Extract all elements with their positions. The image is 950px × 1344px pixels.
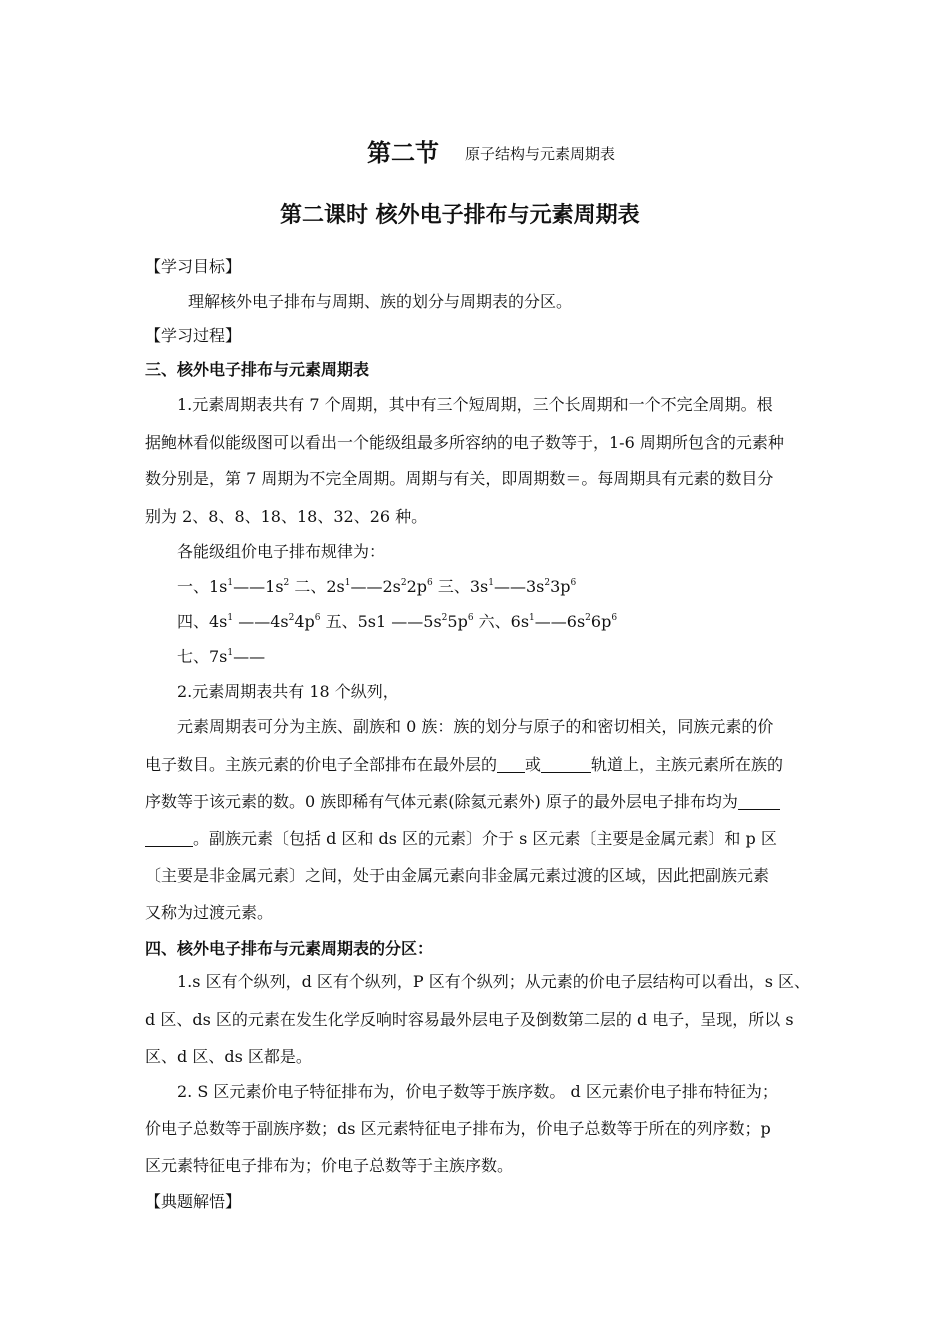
part3-p3-line1: 元素周期表可分为主族、副族和 0 族：族的划分与原子的和密切相关，同族元素的价 [177, 717, 774, 736]
part3-p1-line3: 数分别是，第 7 周期为不完全周期。周期与有关，即周期数＝。每周期具有元素的数目分 [145, 469, 774, 488]
part3-heading: 三、核外电子排布与元素周期表 [145, 360, 370, 379]
section-title-text: 第二节 [367, 139, 439, 167]
rule-intro: 各能级组价电子排布规律为： [177, 542, 386, 561]
section-subtitle: 原子结构与元素周期表 [465, 145, 616, 163]
part3-p3-line6: 又称为过渡元素。 [145, 903, 274, 922]
fill-blank[interactable] [497, 756, 525, 773]
fill-blank[interactable] [541, 756, 591, 773]
part3-p2: 2.元素周期表共有 18 个纵列， [177, 682, 399, 701]
objectives-text: 理解核外电子排布与周期、族的划分与周期表的分区。 [188, 292, 573, 311]
part4-p1-line1: 1.s 区有个纵列，d 区有个纵列，P 区有个纵列；从元素的价电子层结构可以看出，s 区、 [177, 972, 811, 991]
part3-p3-line2: 电子数目。主族元素的价电子全部排布在最外层的 或 轨道上，主族元素所在族的 [145, 755, 784, 774]
part4-p2-line3: 区元素特征电子排布为；价电子总数等于主族序数。 [145, 1156, 514, 1175]
examples-heading: 【典题解悟】 [145, 1192, 242, 1211]
part3-p3-line5: 〔主要是非金属元素〕之间，处于由金属元素向非金属元素过渡的区域，因此把副族元素 [145, 866, 770, 885]
part3-p1-line4: 别为 2、8、8、18、18、32、26 种。 [145, 507, 428, 526]
part3-p1-line2: 据鲍林看似能级图可以看出一个能级组最多所容纳的电子数等于，1-6 周期所包含的元素种 [145, 433, 784, 452]
part4-p1-line3: 区、d 区、ds 区都是。 [145, 1047, 312, 1066]
part3-p3-line3: 序数等于该元素的数。0 族即稀有气体元素(除氦元素外) 原子的最外层电子排布均为 [145, 792, 780, 812]
part3-p3-line4: 。副族元素〔包括 d 区和 ds 区的元素〕介于 s 区元素〔主要是金属元素〕和 p 区 [145, 829, 777, 849]
rule-line-3: 七、$7s^1——$ [177, 647, 266, 666]
section-title [367, 138, 615, 169]
part4-heading: 四、核外电子排布与元素周期表的分区： [145, 939, 434, 958]
part3-p1-line1: 1.元素周期表共有 7 个周期，其中有三个短周期，三个长周期和一个不完全周期。根 [177, 395, 773, 414]
fill-blank[interactable] [145, 830, 193, 847]
objectives-heading: 【学习目标】 [145, 257, 242, 276]
part4-p2-line1: 2. S 区元素价电子特征排布为，价电子数等于族序数。 d 区元素价电子排布特征为； [177, 1082, 778, 1101]
rule-line-2: 四、$4s^1$ $——4s^24p^6$ 五、5s1 $——5s^25p^6$ 六、$6s^1——6s^26p^6$ [177, 612, 618, 631]
part4-p1-line2: d 区、ds 区的元素在发生化学反响时容易最外层电子及倒数第二层的 d 电子，呈现，所以 s [145, 1010, 794, 1029]
part4-p2-line2: 价电子总数等于副族序数；ds 区元素特征电子排布为，价电子总数等于所在的列序数；p [145, 1119, 771, 1138]
rule-line-1: 一、$1s^1——1s^2$ 二、$2s^1——2s^22p^6$ 三、$3s^1——3s^23p^6$ [177, 577, 577, 596]
process-heading: 【学习过程】 [145, 326, 242, 345]
lesson-title: 第二课时 核外电子排布与元素周期表 [280, 203, 640, 228]
fill-blank[interactable] [738, 793, 780, 810]
